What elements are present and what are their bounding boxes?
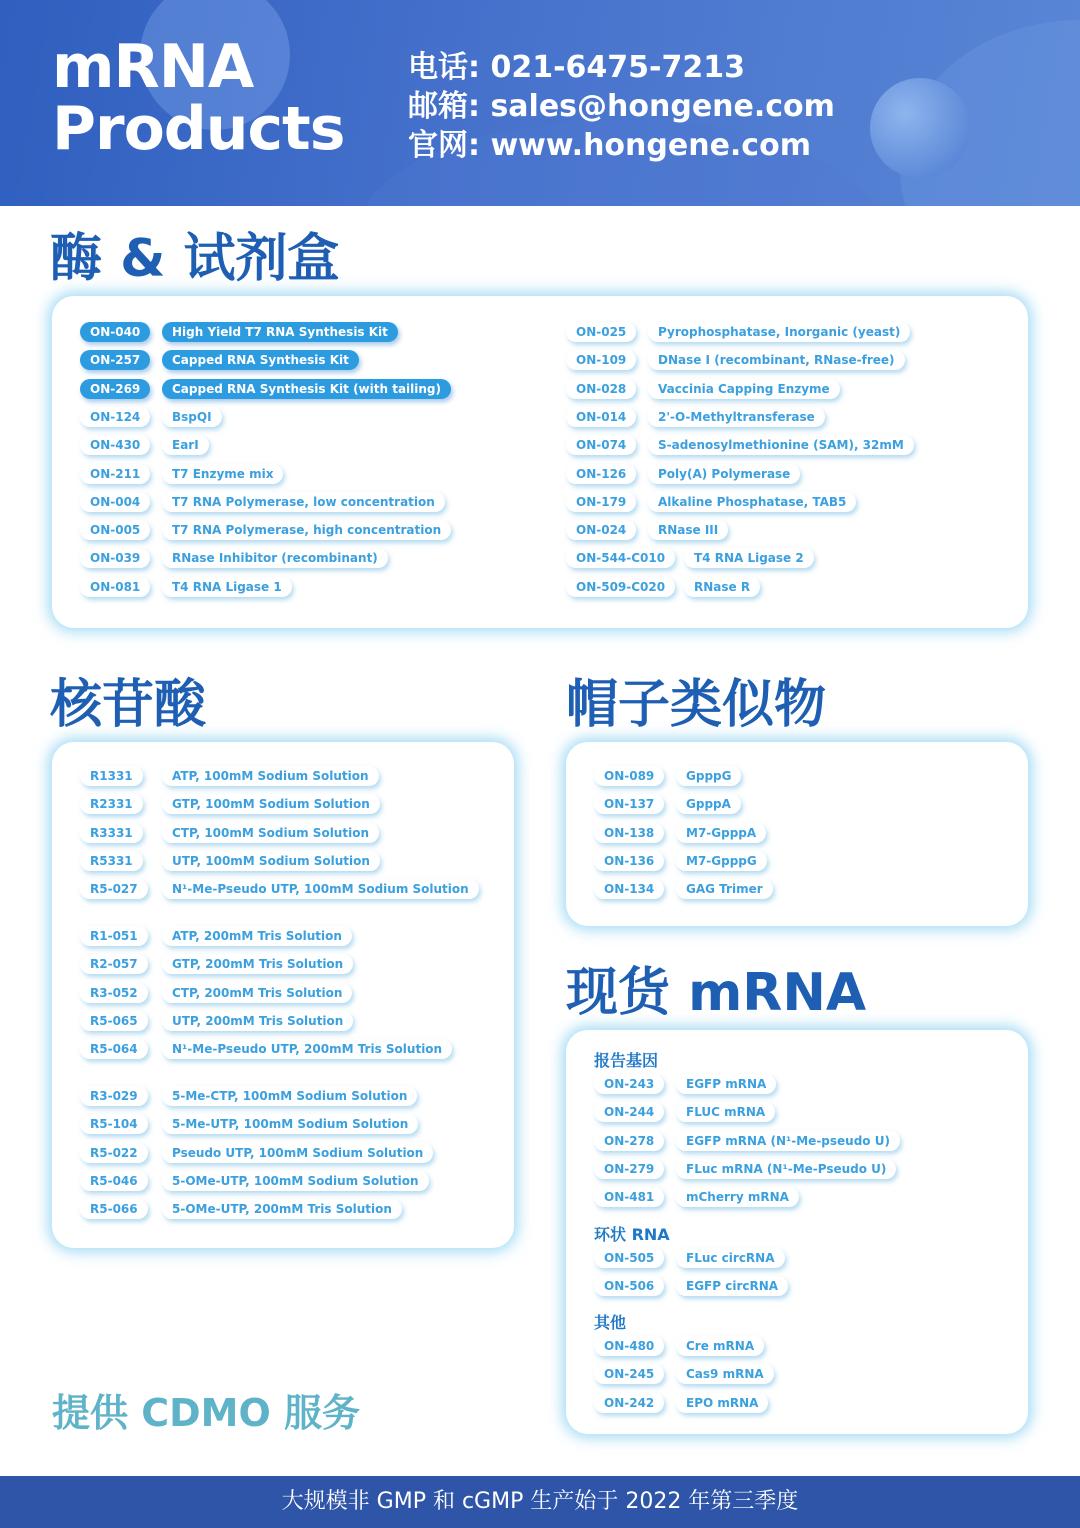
product-name-pill: T4 RNA Ligase 2 [684,548,814,568]
product-name-pill: S-adenosylmethionine (SAM), 32mM [648,435,914,455]
product-name-pill: T7 Enzyme mix [162,464,283,484]
product-name-pill: 5-Me-UTP, 100mM Sodium Solution [162,1114,418,1134]
product-name-pill: Capped RNA Synthesis Kit [162,350,359,370]
product-code-pill: ON-481 [594,1187,664,1207]
product-code-pill: ON-243 [594,1074,664,1094]
product-code-pill: ON-544-C010 [566,548,675,568]
product-name-pill: Poly(A) Polymerase [648,464,800,484]
cap-analogs-card [566,742,1028,926]
product-code-pill: R5-027 [80,879,148,899]
subgroup-label: 环状 RNA [594,1224,670,1244]
product-name-pill: GAG Trimer [676,879,773,899]
product-name-pill: 5-OMe-UTP, 100mM Sodium Solution [162,1171,429,1191]
product-name-pill: 5-Me-CTP, 100mM Sodium Solution [162,1086,417,1106]
product-name-pill: CTP, 200mM Tris Solution [162,983,352,1003]
title-line-1: mRNA [52,32,254,102]
product-code-pill: ON-245 [594,1364,664,1384]
product-name-pill: FLUC mRNA [676,1102,775,1122]
product-name-pill: Cre mRNA [676,1336,764,1356]
product-name-pill: GpppA [676,794,741,814]
product-code-pill: R5-064 [80,1039,148,1059]
subgroup-label: 其他 [594,1313,627,1333]
product-code-pill: ON-134 [594,879,664,899]
section-title-cap-analogs: 帽子类似物 [566,675,827,735]
product-name-pill: Cas9 mRNA [676,1364,774,1384]
product-name-pill: FLuc circRNA [676,1248,785,1268]
product-name-pill: M7-GpppG [676,851,767,871]
product-name-pill: DNase I (recombinant, RNase-free) [648,350,905,370]
product-name-pill: EPO mRNA [676,1393,768,1413]
product-code-pill: ON-014 [566,407,636,427]
product-code-pill: R5-066 [80,1199,148,1219]
product-code-pill: R2-057 [80,954,148,974]
contact-info [408,48,835,165]
section-title-stock-mrna: 现货 mRNA [566,963,867,1023]
product-code-pill: ON-480 [594,1336,664,1356]
contact-phone: 电话: 021-6475-7213 [408,50,745,85]
product-name-pill: Vaccinia Capping Enzyme [648,379,840,399]
product-name-pill: mCherry mRNA [676,1187,799,1207]
product-name-pill: M7-GpppA [676,823,766,843]
product-name-pill: RNase R [684,577,760,597]
product-code-pill: R5-104 [80,1114,148,1134]
product-name-pill: Alkaline Phosphatase, TAB5 [648,492,856,512]
subgroup-label: 报告基因 [594,1051,659,1070]
contact-email[interactable]: 邮箱: sales@hongene.com [408,89,835,124]
product-code-pill: R5-046 [80,1171,148,1191]
product-name-pill: EarI [162,435,209,455]
product-code-pill: R1-051 [80,926,148,946]
product-code-pill: ON-279 [594,1159,664,1179]
product-name-pill: N¹-Me-Pseudo UTP, 200mM Tris Solution [162,1039,452,1059]
product-code-pill: R3-029 [80,1086,148,1106]
product-name-pill: Capped RNA Synthesis Kit (with tailing) [162,379,451,399]
product-code-pill: ON-505 [594,1248,664,1268]
product-name-pill: T7 RNA Polymerase, low concentration [162,492,445,512]
product-name-pill: UTP, 200mM Tris Solution [162,1011,353,1031]
product-code-pill: ON-124 [80,407,150,427]
product-name-pill: FLuc mRNA (N¹-Me-Pseudo U) [676,1159,896,1179]
product-name-pill: ATP, 100mM Sodium Solution [162,766,379,786]
product-code-pill: R3-052 [80,983,148,1003]
section-title-enzymes: 酶 & 试剂盒 [50,229,340,289]
product-code-pill: ON-138 [594,823,664,843]
product-name-pill: GTP, 100mM Sodium Solution [162,794,380,814]
product-code-pill: R3331 [80,823,143,843]
product-code-pill: ON-136 [594,851,664,871]
decorative-circle [870,78,970,178]
product-code-pill: ON-039 [80,548,150,568]
product-code-pill: ON-005 [80,520,150,540]
product-code-pill: ON-242 [594,1393,664,1413]
product-name-pill: ATP, 200mM Tris Solution [162,926,352,946]
product-code-pill: R5-065 [80,1011,148,1031]
product-name-pill: BspQI [162,407,222,427]
product-code-pill: ON-506 [594,1276,664,1296]
product-code-pill: ON-244 [594,1102,664,1122]
product-name-pill: T4 RNA Ligase 1 [162,577,292,597]
product-code-pill: R2331 [80,794,143,814]
product-name-pill: CTP, 100mM Sodium Solution [162,823,379,843]
product-code-pill: ON-089 [594,766,664,786]
product-code-pill: ON-278 [594,1131,664,1151]
product-code-pill: ON-028 [566,379,636,399]
product-name-pill: Pyrophosphatase, Inorganic (yeast) [648,322,910,342]
product-name-pill: RNase III [648,520,728,540]
nucleotides-card [52,742,514,1248]
product-code-pill: ON-004 [80,492,150,512]
product-code-pill: ON-211 [80,464,150,484]
product-code-pill: R1331 [80,766,143,786]
product-code-pill: ON-269 [80,379,150,399]
product-code-pill: ON-126 [566,464,636,484]
product-code-pill: ON-257 [80,350,150,370]
product-code-pill: R5331 [80,851,143,871]
product-name-pill: High Yield T7 RNA Synthesis Kit [162,322,398,342]
product-code-pill: R5-022 [80,1143,148,1163]
title-line-2: Products [52,94,345,164]
stock-mrna-card [566,1030,1028,1434]
product-name-pill: RNase Inhibitor (recombinant) [162,548,388,568]
product-name-pill: Pseudo UTP, 100mM Sodium Solution [162,1143,433,1163]
product-code-pill: ON-074 [566,435,636,455]
product-name-pill: 2'-O-Methyltransferase [648,407,825,427]
product-code-pill: ON-137 [594,794,664,814]
product-code-pill: ON-109 [566,350,636,370]
product-code-pill: ON-081 [80,577,150,597]
product-name-pill: GTP, 200mM Tris Solution [162,954,353,974]
contact-website[interactable]: 官网: www.hongene.com [408,128,811,163]
header-banner [0,0,1080,206]
product-code-pill: ON-025 [566,322,636,342]
product-name-pill: 5-OMe-UTP, 200mM Tris Solution [162,1199,402,1219]
product-name-pill: EGFP mRNA (N¹-Me-pseudo U) [676,1131,900,1151]
product-code-pill: ON-509-C020 [566,577,675,597]
product-code-pill: ON-179 [566,492,636,512]
footer-banner: 大规模非 GMP 和 cGMP 生产始于 2022 年第三季度 [0,1476,1080,1528]
section-title-nucleotides: 核苷酸 [50,675,207,735]
page-title [52,32,345,164]
product-code-pill: ON-040 [80,322,150,342]
product-code-pill: ON-430 [80,435,150,455]
enzymes-card [52,296,1028,628]
product-name-pill: T7 RNA Polymerase, high concentration [162,520,451,540]
cdmo-service-text: 提供 CDMO 服务 [52,1391,361,1435]
product-name-pill: UTP, 100mM Sodium Solution [162,851,380,871]
product-name-pill: EGFP mRNA [676,1074,776,1094]
product-name-pill: N¹-Me-Pseudo UTP, 100mM Sodium Solution [162,879,479,899]
product-code-pill: ON-024 [566,520,636,540]
product-name-pill: GpppG [676,766,741,786]
product-name-pill: EGFP circRNA [676,1276,788,1296]
